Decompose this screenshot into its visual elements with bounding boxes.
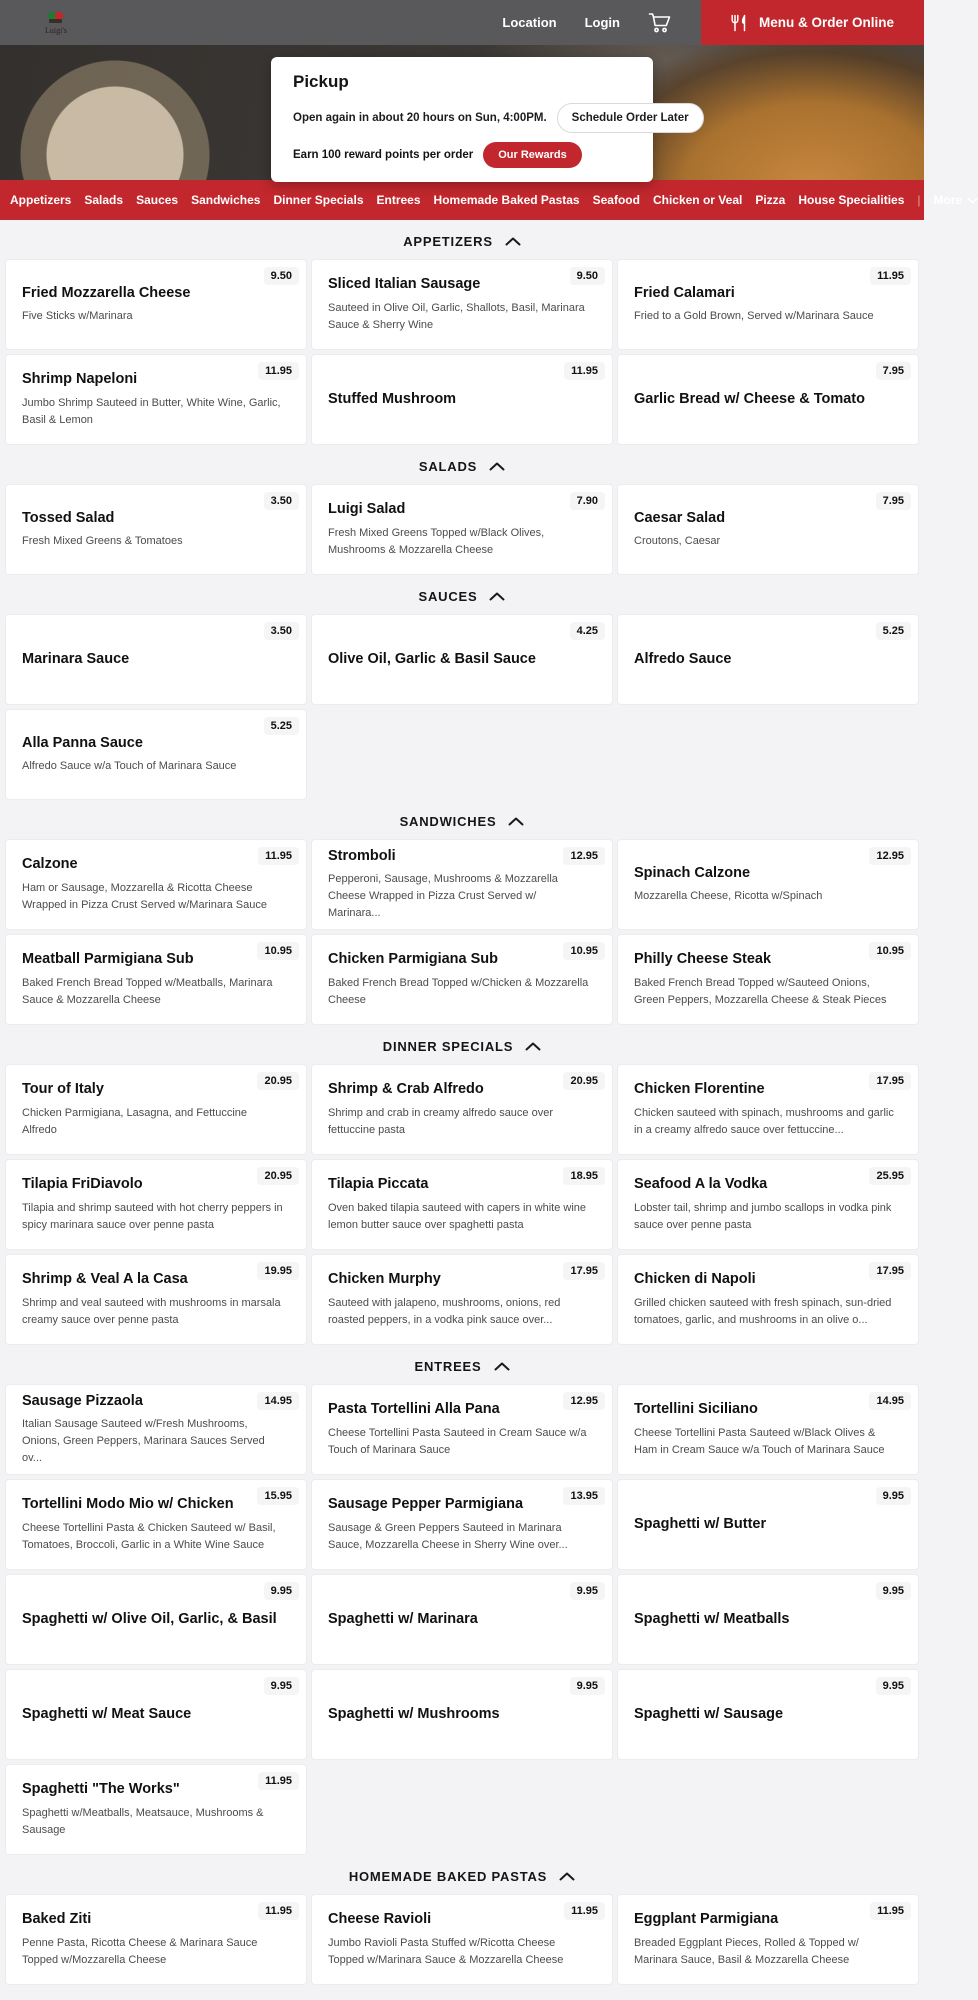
price-badge: 18.95 xyxy=(563,1167,605,1185)
pickup-status-text: Open again in about 20 hours on Sun, 4:00PM. xyxy=(293,112,547,124)
menu-item-card[interactable] xyxy=(5,1254,307,1345)
section-title: SAUCES xyxy=(418,589,478,604)
menu-section xyxy=(0,800,924,1025)
price-badge: 3.50 xyxy=(264,492,299,510)
nav-item-sandwiches[interactable]: Sandwiches xyxy=(191,193,261,207)
item-desc: Mozzarella Cheese, Ricotta w/Spinach xyxy=(634,890,823,903)
nav-item-sauces[interactable]: Sauces xyxy=(136,193,179,207)
menu-item-card[interactable] xyxy=(5,1159,307,1250)
item-desc: Penne Pasta, Ricotta Cheese & Marinara Sauce Topped w/Mozzarella Cheese xyxy=(22,1936,258,1966)
price-badge: 10.95 xyxy=(257,942,299,960)
section-header[interactable] xyxy=(0,1025,924,1064)
price-badge: 9.95 xyxy=(570,1677,605,1695)
item-name: Fried Calamari xyxy=(634,284,735,301)
logo-text: Luigi's xyxy=(45,25,67,35)
menu-item-card[interactable] xyxy=(311,1574,613,1665)
item-name: Caesar Salad xyxy=(634,509,726,526)
price-badge: 11.95 xyxy=(258,1902,299,1920)
menu-item-card[interactable] xyxy=(5,1064,307,1155)
price-badge: 13.95 xyxy=(563,1487,605,1505)
price-badge: 20.95 xyxy=(257,1072,299,1090)
menu-item-card[interactable] xyxy=(5,1764,307,1855)
price-badge: 11.95 xyxy=(564,362,605,380)
item-name: Spaghetti w/ Butter xyxy=(634,1515,767,1532)
pickup-title: Pickup xyxy=(293,72,349,91)
section-title: SALADS xyxy=(418,459,478,474)
item-desc: Italian Sausage Sauteed w/Fresh Mushrooms, Onions, Green Peppers, Marinara Sauces Served ov... xyxy=(22,1418,265,1465)
menu-item-card[interactable] xyxy=(311,1669,613,1760)
price-badge: 19.95 xyxy=(257,1262,299,1280)
nav-more-label: More xyxy=(933,193,963,207)
menu-sections xyxy=(0,220,924,1985)
chevron-up-icon xyxy=(505,237,521,246)
top-header xyxy=(0,0,924,45)
menu-item-card[interactable] xyxy=(311,1479,613,1570)
section-title: SANDWICHES xyxy=(399,814,497,829)
section-title: HOMEMADE BAKED PASTAS xyxy=(348,1869,548,1884)
menu-item-card[interactable] xyxy=(5,1669,307,1760)
menu-section xyxy=(0,445,924,575)
section-title: DINNER SPECIALS xyxy=(382,1039,514,1054)
item-desc: Jumbo Ravioli Pasta Stuffed w/Ricotta Cheese Topped w/Marinara Sauce & Mozzarella Cheese xyxy=(328,1936,564,1966)
item-name: Olive Oil, Garlic & Basil Sauce xyxy=(328,650,536,667)
chevron-up-icon xyxy=(494,1362,510,1371)
price-badge: 17.95 xyxy=(563,1262,605,1280)
item-name: Spaghetti w/ Olive Oil, Garlic, & Basil xyxy=(22,1610,277,1627)
item-desc: Baked French Bread Topped w/Meatballs, Marinara Sauce & Mozzarella Cheese xyxy=(22,976,273,1006)
section-card-grid xyxy=(0,259,924,445)
item-name: Sausage Pepper Parmigiana xyxy=(328,1496,524,1513)
item-name: Tortellini Siciliano xyxy=(634,1401,758,1418)
section-header[interactable] xyxy=(0,445,924,484)
location-link[interactable]: Location xyxy=(502,15,557,30)
menu-section xyxy=(0,1025,924,1345)
item-name: Shrimp & Crab Alfredo xyxy=(328,1081,484,1098)
section-title: ENTREES xyxy=(414,1359,482,1374)
section-card-grid xyxy=(0,1894,924,1985)
section-card-grid xyxy=(0,1384,924,1855)
price-badge: 9.95 xyxy=(264,1677,299,1695)
item-desc: Shrimp and veal sauteed with mushrooms in marsala creamy sauce over penne pasta xyxy=(22,1296,281,1326)
item-name: Spaghetti w/ Marinara xyxy=(328,1610,478,1627)
item-name: Philly Cheese Steak xyxy=(634,951,772,968)
chevron-up-icon xyxy=(525,1042,541,1051)
item-name: Sausage Pizzaola xyxy=(22,1392,143,1409)
item-desc: Oven baked tilapia sauteed with capers in white wine lemon butter sauce over spaghetti pasta xyxy=(328,1201,587,1231)
section-header[interactable] xyxy=(0,220,924,259)
item-desc: Shrimp and crab in creamy alfredo sauce over fettuccine pasta xyxy=(328,1106,553,1136)
nav-divider: | xyxy=(917,193,921,207)
item-name: Spaghetti w/ Meatballs xyxy=(634,1610,790,1627)
item-name: Tour of Italy xyxy=(22,1081,104,1098)
menu-item-card[interactable] xyxy=(617,1254,919,1345)
item-name: Chicken Parmigiana Sub xyxy=(328,951,499,968)
menu-section xyxy=(0,575,924,800)
login-link[interactable]: Login xyxy=(584,15,620,30)
menu-item-card[interactable] xyxy=(311,614,613,705)
menu-item-card[interactable] xyxy=(5,1479,307,1570)
menu-item-card[interactable] xyxy=(311,1159,613,1250)
item-name: Stuffed Mushroom xyxy=(328,390,457,407)
item-desc: Sauteed in Olive Oil, Garlic, Shallots, Basil, Marinara Sauce & Sherry Wine xyxy=(328,301,585,331)
item-name: Meatball Parmigiana Sub xyxy=(22,951,194,968)
menu-item-card[interactable] xyxy=(617,839,919,930)
price-badge: 12.95 xyxy=(563,847,605,865)
nav-item-house-specialities[interactable]: House Specialities xyxy=(798,193,905,207)
item-desc: Fresh Mixed Greens Topped w/Black Olives, Mushrooms & Mozzarella Cheese xyxy=(328,526,545,556)
item-desc: Ham or Sausage, Mozzarella & Ricotta Cheese Wrapped in Pizza Crust Served w/Marinara Sauce xyxy=(22,881,267,911)
price-badge: 14.95 xyxy=(869,1392,911,1410)
menu-item-card[interactable] xyxy=(5,354,307,445)
price-badge: 7.95 xyxy=(876,492,911,510)
item-desc: Breaded Eggplant Pieces, Rolled & Topped w/ Marinara Sauce, Basil & Mozzarella Cheese xyxy=(634,1936,859,1966)
price-badge: 5.25 xyxy=(264,717,299,735)
menu-item-card[interactable] xyxy=(617,259,919,350)
price-badge: 10.95 xyxy=(869,942,911,960)
price-badge: 9.50 xyxy=(570,267,605,285)
item-desc: Jumbo Shrimp Sauteed in Butter, White Wine, Garlic, Basil & Lemon xyxy=(22,396,281,426)
price-badge: 11.95 xyxy=(870,1902,911,1920)
cart-icon xyxy=(648,12,671,33)
price-badge: 7.95 xyxy=(876,362,911,380)
item-name: Spaghetti "The Works" xyxy=(22,1781,180,1798)
menu-item-card[interactable] xyxy=(5,259,307,350)
price-badge: 10.95 xyxy=(563,942,605,960)
item-desc: Lobster tail, shrimp and jumbo scallops in vodka pink sauce over penne pasta xyxy=(634,1201,892,1231)
item-name: Tortellini Modo Mio w/ Chicken xyxy=(22,1496,234,1513)
nav-item-dinner-specials[interactable]: Dinner Specials xyxy=(273,193,364,207)
item-name: Shrimp Napeloni xyxy=(22,371,138,388)
price-badge: 17.95 xyxy=(869,1072,911,1090)
price-badge: 15.95 xyxy=(257,1487,299,1505)
nav-more-button[interactable] xyxy=(934,193,978,207)
price-badge: 9.95 xyxy=(570,1582,605,1600)
item-name: Alfredo Sauce xyxy=(634,650,732,667)
menu-section xyxy=(0,1855,924,1985)
section-card-grid xyxy=(0,614,924,800)
item-desc: Cheese Tortellini Pasta Sauteed in Cream Sauce w/a Touch of Marinara Sauce xyxy=(328,1426,587,1456)
menu-item-card[interactable] xyxy=(311,1254,613,1345)
category-nav xyxy=(0,180,963,220)
item-name: Sliced Italian Sausage xyxy=(328,276,481,293)
item-name: Pasta Tortellini Alla Pana xyxy=(328,1401,500,1418)
item-name: Tossed Salad xyxy=(22,509,115,526)
item-name: Chicken Florentine xyxy=(634,1081,765,1098)
price-badge: 14.95 xyxy=(257,1392,299,1410)
item-name: Seafood A la Vodka xyxy=(634,1176,768,1193)
item-desc: Cheese Tortellini Pasta Sauteed w/Black Olives & Ham in Cream Sauce w/a Touch of Marinara Sauce xyxy=(634,1426,885,1456)
price-badge: 9.95 xyxy=(264,1582,299,1600)
menu-item-card[interactable] xyxy=(617,934,919,1025)
menu-item-card[interactable] xyxy=(617,354,919,445)
cart-button[interactable] xyxy=(648,12,671,33)
item-name: Stromboli xyxy=(328,847,396,864)
item-desc: Pepperoni, Sausage, Mushrooms & Mozzarella Cheese Wrapped in Pizza Crust Served w/ Marinara... xyxy=(328,873,558,920)
item-desc: Cheese Tortellini Pasta & Chicken Sauteed w/ Basil, Tomatoes, Broccoli, Garlic in a White Wine Sauce xyxy=(22,1521,276,1551)
price-badge: 11.95 xyxy=(258,1772,299,1790)
nav-item-homemade-baked-pastas[interactable]: Homemade Baked Pastas xyxy=(433,193,580,207)
schedule-order-later-button[interactable]: Schedule Order Later xyxy=(557,103,704,133)
chevron-down-icon xyxy=(967,197,978,204)
nav-item-pizza[interactable]: Pizza xyxy=(755,193,786,207)
menu-section xyxy=(0,1345,924,1855)
price-badge: 11.95 xyxy=(564,1902,605,1920)
nav-item-seafood[interactable]: Seafood xyxy=(592,193,640,207)
menu-item-card[interactable] xyxy=(5,1574,307,1665)
nav-item-salads[interactable]: Salads xyxy=(84,193,124,207)
chevron-up-icon xyxy=(489,592,505,601)
item-desc: Baked French Bread Topped w/Chicken & Mozzarella Cheese xyxy=(328,976,589,1006)
price-badge: 4.25 xyxy=(570,622,605,640)
price-badge: 20.95 xyxy=(257,1167,299,1185)
menu-order-online-label: Menu & Order Online xyxy=(758,15,894,30)
menu-item-card[interactable] xyxy=(5,484,307,575)
menu-item-card[interactable] xyxy=(311,1064,613,1155)
item-name: Spaghetti w/ Meat Sauce xyxy=(22,1705,192,1722)
price-badge: 9.95 xyxy=(876,1487,911,1505)
item-desc: Grilled chicken sauteed with fresh spinach, sun-dried tomatoes, garlic, and mushrooms in an olive o... xyxy=(634,1296,892,1326)
menu-item-card[interactable] xyxy=(5,1384,307,1475)
price-badge: 3.50 xyxy=(264,622,299,640)
menu-item-card[interactable] xyxy=(311,484,613,575)
item-name: Marinara Sauce xyxy=(22,650,130,667)
item-name: Shrimp & Veal A la Casa xyxy=(22,1271,188,1288)
price-badge: 9.95 xyxy=(876,1677,911,1695)
price-badge: 11.95 xyxy=(258,362,299,380)
item-name: Baked Ziti xyxy=(22,1911,92,1928)
item-desc: Chicken sauteed with spinach, mushrooms and garlic in a creamy alfredo sauce over fettuccine... xyxy=(634,1106,894,1136)
item-desc: Alfredo Sauce w/a Touch of Marinara Sauce xyxy=(22,760,237,773)
price-badge: 12.95 xyxy=(869,847,911,865)
menu-item-card[interactable] xyxy=(5,614,307,705)
menu-order-online-button[interactable] xyxy=(701,0,924,45)
menu-item-card[interactable] xyxy=(617,1064,919,1155)
menu-item-card[interactable] xyxy=(5,839,307,930)
chevron-up-icon xyxy=(559,1872,575,1881)
hero-image xyxy=(0,45,924,180)
price-badge: 12.95 xyxy=(563,1392,605,1410)
menu-item-card[interactable] xyxy=(617,484,919,575)
price-badge: 9.95 xyxy=(876,1582,911,1600)
item-name: Spaghetti w/ Mushrooms xyxy=(328,1705,500,1722)
price-badge: 7.90 xyxy=(570,492,605,510)
item-desc: Chicken Parmigiana, Lasagna, and Fettuccine Alfredo xyxy=(22,1106,248,1136)
menu-section xyxy=(0,220,924,445)
section-header[interactable] xyxy=(0,575,924,614)
nav-item-appetizers[interactable]: Appetizers xyxy=(10,193,72,207)
menu-item-card[interactable] xyxy=(5,1894,307,1985)
item-name: Chicken di Napoli xyxy=(634,1271,756,1288)
price-badge: 11.95 xyxy=(258,847,299,865)
price-badge: 20.95 xyxy=(563,1072,605,1090)
item-name: Spaghetti w/ Sausage xyxy=(634,1705,784,1722)
price-badge: 17.95 xyxy=(869,1262,911,1280)
item-desc: Croutons, Caesar xyxy=(634,535,721,548)
menu-item-card[interactable] xyxy=(617,1384,919,1475)
item-desc: Sausage & Green Peppers Sauteed in Marinara Sauce, Mozzarella Cheese in Sherry Wine over... xyxy=(328,1521,568,1551)
section-card-grid xyxy=(0,484,924,575)
item-desc: Sauteed with jalapeno, mushrooms, onions, red roasted peppers, in a vodka pink sauce over... xyxy=(328,1296,561,1326)
menu-item-card[interactable] xyxy=(5,709,307,800)
item-name: Chicken Murphy xyxy=(328,1271,441,1288)
section-header[interactable] xyxy=(0,1855,924,1894)
menu-item-card[interactable] xyxy=(311,1894,613,1985)
price-badge: 25.95 xyxy=(869,1167,911,1185)
logo[interactable] xyxy=(45,11,67,35)
item-name: Eggplant Parmigiana xyxy=(634,1911,779,1928)
item-desc: Fried to a Gold Brown, Served w/Marinara Sauce xyxy=(634,310,874,323)
item-name: Alla Panna Sauce xyxy=(22,734,143,751)
section-header[interactable] xyxy=(0,800,924,839)
item-desc: Spaghetti w/Meatballs, Meatsauce, Mushrooms & Sausage xyxy=(22,1806,264,1836)
menu-item-card[interactable] xyxy=(617,1669,919,1760)
item-desc: Five Sticks w/Marinara xyxy=(22,310,133,323)
item-desc: Tilapia and shrimp sauteed with hot cherry peppers in spicy marinara sauce over penne pasta xyxy=(22,1201,283,1231)
section-card-grid xyxy=(0,1064,924,1345)
menu-item-card[interactable] xyxy=(617,1894,919,1985)
section-card-grid xyxy=(0,839,924,1025)
item-desc: Fresh Mixed Greens & Tomatoes xyxy=(22,535,183,548)
menu-item-card[interactable] xyxy=(617,1574,919,1665)
our-rewards-button[interactable]: Our Rewards xyxy=(483,142,581,168)
menu-item-card[interactable] xyxy=(617,1159,919,1250)
section-title: APPETIZERS xyxy=(403,234,493,249)
item-name: Calzone xyxy=(22,856,78,873)
item-name: Tilapia FriDiavolo xyxy=(22,1176,143,1193)
nav-item-chicken-or-veal[interactable]: Chicken or Veal xyxy=(652,193,743,207)
item-name: Tilapia Piccata xyxy=(328,1176,429,1193)
chef-hat-logo-icon xyxy=(45,11,67,25)
menu-item-card[interactable] xyxy=(311,1384,613,1475)
menu-item-card[interactable] xyxy=(617,1479,919,1570)
menu-item-card[interactable] xyxy=(617,614,919,705)
menu-item-card[interactable] xyxy=(5,934,307,1025)
section-header[interactable] xyxy=(0,1345,924,1384)
item-name: Fried Mozzarella Cheese xyxy=(22,284,191,301)
price-badge: 11.95 xyxy=(870,267,911,285)
menu-item-card[interactable] xyxy=(311,839,613,930)
price-badge: 5.25 xyxy=(876,622,911,640)
menu-item-card[interactable] xyxy=(311,354,613,445)
item-name: Spinach Calzone xyxy=(634,864,751,881)
item-desc: Baked French Bread Topped w/Sauteed Onions, Green Peppers, Mozzarella Cheese & Steak Pieces xyxy=(634,976,887,1006)
menu-item-card[interactable] xyxy=(311,259,613,350)
item-name: Luigi Salad xyxy=(328,501,406,518)
chevron-up-icon xyxy=(489,462,505,471)
pickup-card xyxy=(271,57,689,182)
price-badge: 9.50 xyxy=(264,267,299,285)
utensils-icon xyxy=(731,14,749,32)
menu-item-card[interactable] xyxy=(311,934,613,1025)
nav-item-entrees[interactable]: Entrees xyxy=(376,193,421,207)
rewards-text: Earn 100 reward points per order xyxy=(293,149,474,161)
item-name: Cheese Ravioli xyxy=(328,1911,432,1928)
item-name: Garlic Bread w/ Cheese & Tomato xyxy=(634,390,865,407)
chevron-up-icon xyxy=(508,817,524,826)
